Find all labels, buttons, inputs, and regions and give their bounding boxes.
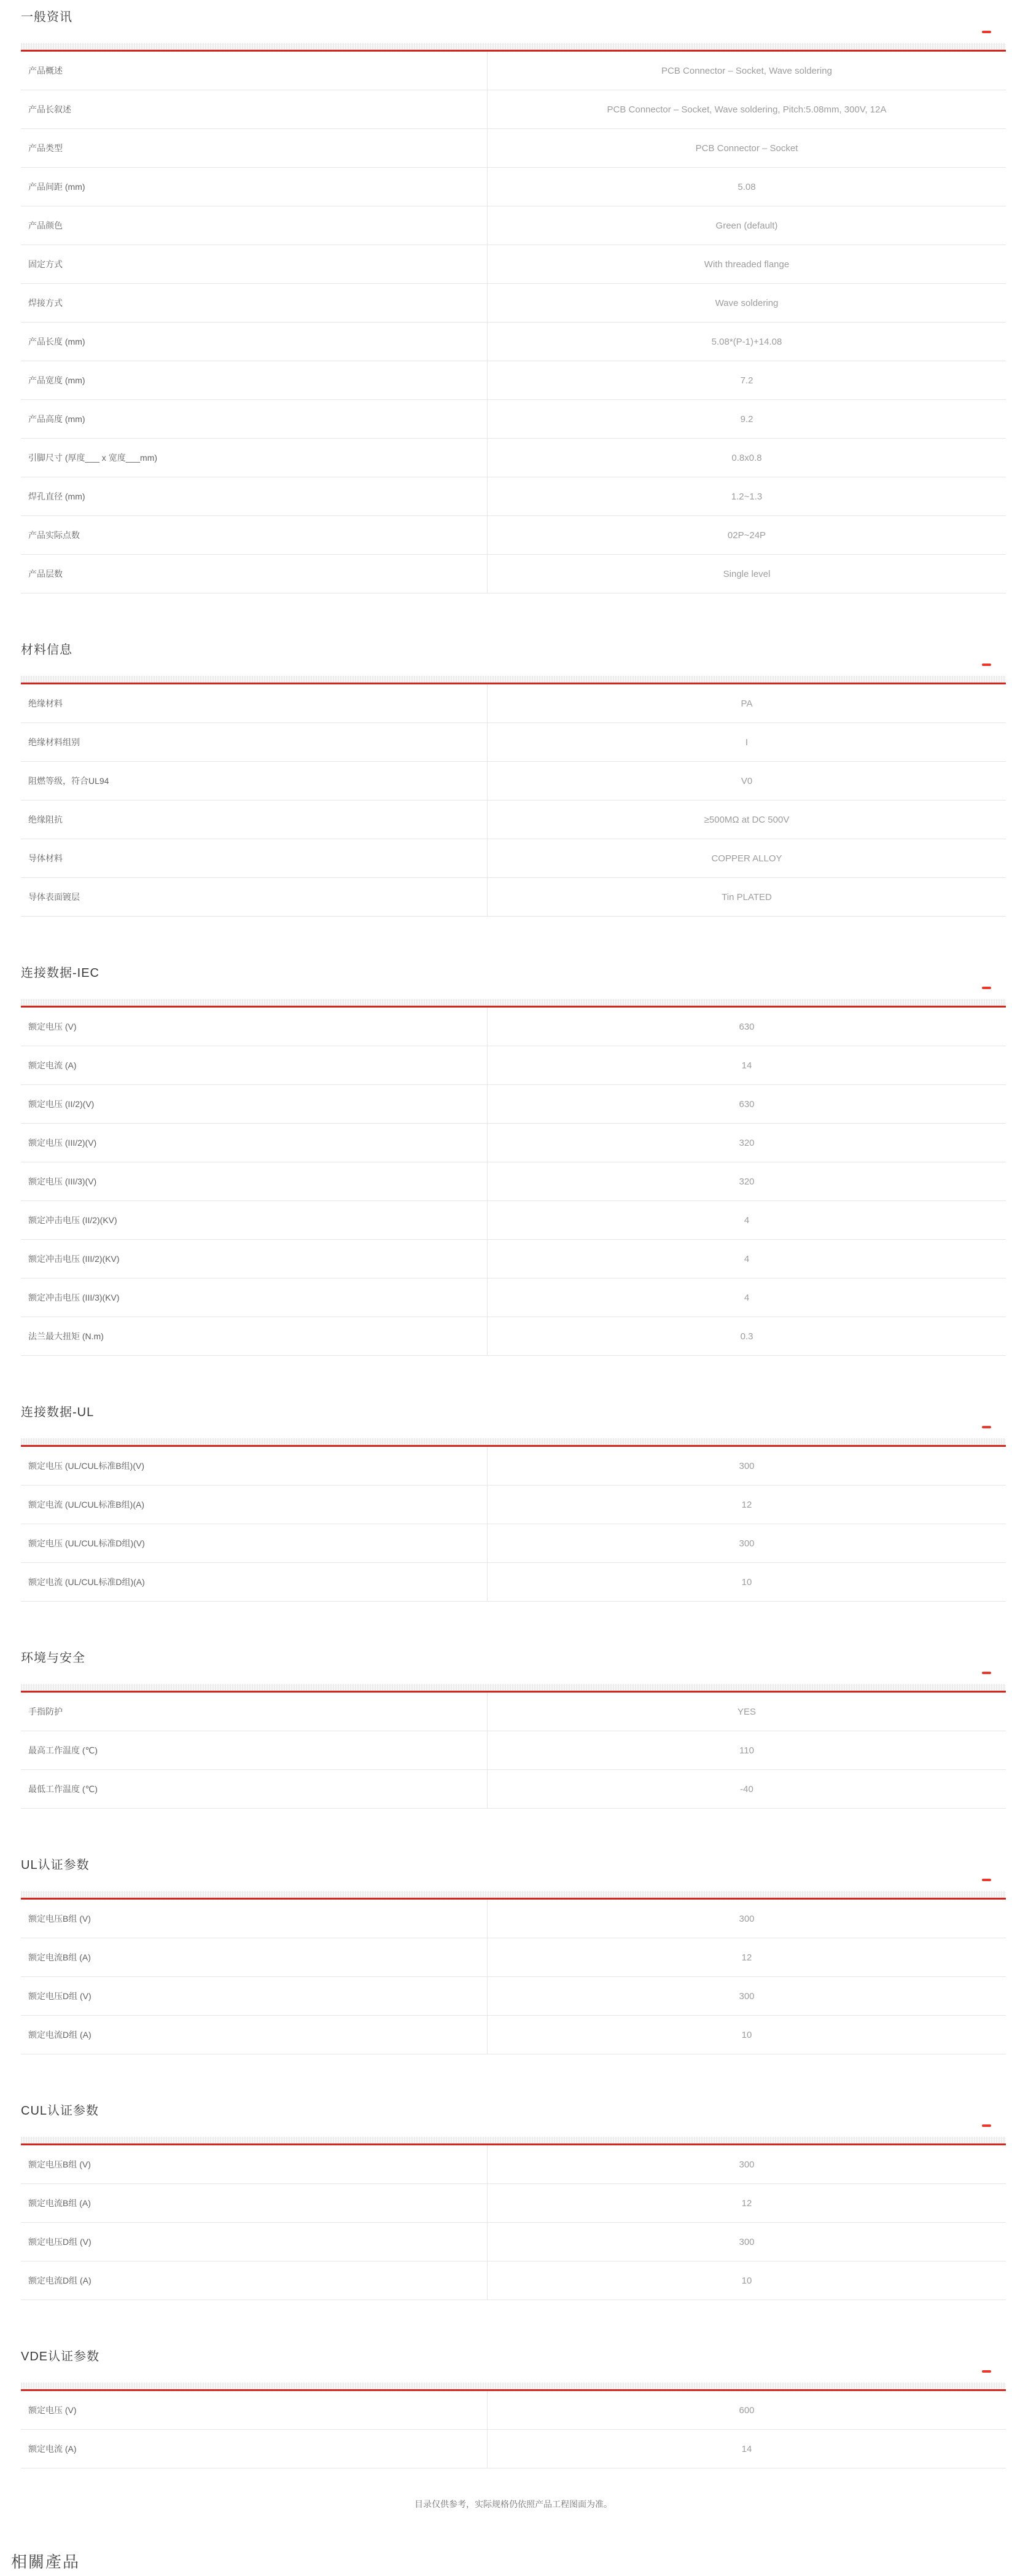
row-value: 7.2 (740, 375, 753, 386)
table-row (21, 1447, 1006, 1486)
row-value: 5.08*(P-1)+14.08 (711, 336, 782, 347)
spec-table (21, 1447, 1006, 1602)
row-label: 额定电压D组 (V) (21, 1977, 488, 2015)
section-title: 环境与安全 (21, 1651, 85, 1665)
table-row (21, 1731, 1006, 1770)
section-material-info (21, 641, 1006, 917)
row-value: PCB Connector – Socket, Wave soldering (661, 65, 832, 76)
section-header (21, 1650, 1006, 1667)
row-label: 导体表面镀层 (21, 878, 488, 916)
row-value: 1.2~1.3 (731, 491, 763, 502)
row-label: 焊接方式 (21, 284, 488, 322)
section-header (21, 2102, 1006, 2120)
minus-icon (982, 31, 991, 33)
row-label: 额定电压 (III/3)(V) (21, 1162, 488, 1200)
table-row (21, 2430, 1006, 2468)
spec-table (21, 1008, 1006, 1356)
row-label: 绝缘阻抗 (21, 801, 488, 839)
row-value: 630 (739, 1021, 755, 1032)
spec-table (21, 2391, 1006, 2468)
table-row (21, 1693, 1006, 1731)
row-label: 额定电压 (II/2)(V) (21, 1085, 488, 1123)
table-row (21, 2261, 1006, 2300)
row-value: V0 (741, 775, 753, 786)
table-row (21, 90, 1006, 129)
collapse-section-button[interactable] (981, 1876, 992, 1884)
row-value: 600 (739, 2405, 755, 2416)
row-value: PCB Connector – Socket, Wave soldering, Pitch:5.08mm, 300V, 12A (607, 104, 887, 115)
table-row (21, 1162, 1006, 1201)
section-underline (21, 676, 1006, 684)
row-value: PCB Connector – Socket (695, 143, 798, 154)
collapse-section-button[interactable] (981, 984, 992, 992)
row-label: 固定方式 (21, 245, 488, 283)
section-underline (21, 2137, 1006, 2145)
row-value: 300 (739, 1538, 755, 1549)
row-value: 300 (739, 2159, 755, 2170)
row-label: 额定电流D组 (A) (21, 2016, 488, 2054)
section-general-info (21, 9, 1006, 593)
row-value: -40 (740, 1783, 753, 1795)
table-row (21, 1008, 1006, 1046)
section-title: 材料信息 (21, 643, 72, 657)
row-value: 300 (739, 1913, 755, 1924)
table-row (21, 1563, 1006, 1602)
section-header (21, 9, 1006, 26)
row-value: 12 (741, 2198, 752, 2209)
section-underline (21, 43, 1006, 52)
section-title: CUL认证参数 (21, 2104, 99, 2118)
table-row (21, 801, 1006, 839)
section-title: VDE认证参数 (21, 2350, 100, 2363)
table-row (21, 284, 1006, 323)
spec-table (21, 1693, 1006, 1809)
row-label: 产品类型 (21, 129, 488, 167)
table-row (21, 477, 1006, 516)
row-value: Tin PLATED (722, 891, 772, 902)
row-label: 额定电压B组 (V) (21, 1900, 488, 1938)
collapse-section-button[interactable] (981, 1423, 992, 1431)
table-row (21, 516, 1006, 555)
row-value: 300 (739, 1991, 755, 2002)
minus-icon (982, 2370, 991, 2373)
table-row (21, 2184, 1006, 2223)
table-row (21, 1524, 1006, 1563)
section-connection-data-ul (21, 1404, 1006, 1602)
row-value: YES (737, 1706, 756, 1717)
row-value: 0.3 (740, 1331, 753, 1342)
minus-icon (982, 2124, 991, 2127)
row-label: 手指防护 (21, 1693, 488, 1731)
row-label: 额定电流 (UL/CUL标准D组)(A) (21, 1563, 488, 1601)
spec-table (21, 684, 1006, 917)
row-value: 110 (739, 1745, 754, 1756)
row-label: 额定电压 (UL/CUL标准D组)(V) (21, 1524, 488, 1562)
table-row (21, 1317, 1006, 1356)
section-underline (21, 1438, 1006, 1447)
table-row (21, 129, 1006, 168)
table-row (21, 323, 1006, 361)
row-value: 5.08 (738, 181, 756, 192)
section-ul-certification (21, 1857, 1006, 2054)
row-value: 14 (741, 2443, 752, 2454)
table-row (21, 52, 1006, 90)
table-row (21, 723, 1006, 762)
row-label: 绝缘材料 (21, 684, 488, 722)
row-label: 产品宽度 (mm) (21, 361, 488, 399)
table-row (21, 168, 1006, 206)
row-value: PA (741, 698, 753, 709)
section-title: 连接数据-IEC (21, 966, 99, 980)
row-label: 额定电压 (V) (21, 1008, 488, 1046)
collapse-section-button[interactable] (981, 1669, 992, 1677)
row-value: With threaded flange (704, 259, 790, 270)
row-value: 300 (739, 1460, 755, 1471)
row-label: 额定电流 (A) (21, 1046, 488, 1084)
row-label: 阻燃等级，符合UL94 (21, 762, 488, 800)
section-title: UL认证参数 (21, 1858, 90, 1872)
row-value: 14 (741, 1060, 752, 1071)
related-products-title: 相關產品 (11, 2553, 80, 2571)
row-label: 产品层数 (21, 555, 488, 593)
collapse-section-button[interactable] (981, 661, 992, 668)
minus-icon (982, 1879, 991, 1881)
row-label: 额定电流B组 (A) (21, 2184, 488, 2222)
spec-page (0, 9, 1012, 2510)
row-label: 额定电流 (UL/CUL标准B组)(A) (21, 1486, 488, 1524)
row-value: 4 (744, 1253, 750, 1264)
section-underline (21, 999, 1006, 1008)
row-value: 0.8x0.8 (731, 452, 762, 463)
row-value: 630 (739, 1098, 755, 1110)
section-environment-safety (21, 1650, 1006, 1809)
row-label: 最低工作温度 (℃) (21, 1770, 488, 1808)
row-label: 额定电压 (V) (21, 2391, 488, 2429)
minus-icon (982, 664, 991, 666)
table-row (21, 2391, 1006, 2430)
table-row (21, 1124, 1006, 1162)
row-label: 额定电流D组 (A) (21, 2261, 488, 2300)
row-value: Green (default) (715, 220, 778, 231)
row-label: 产品长度 (mm) (21, 323, 488, 361)
spec-table (21, 1900, 1006, 2054)
row-label: 额定电流B组 (A) (21, 1938, 488, 1976)
table-row (21, 1938, 1006, 1977)
row-label: 额定冲击电压 (III/2)(KV) (21, 1240, 488, 1278)
table-row (21, 439, 1006, 477)
minus-icon (982, 987, 991, 989)
row-label: 绝缘材料组别 (21, 723, 488, 761)
row-value: 9.2 (740, 413, 753, 425)
row-value: ≥500MΩ at DC 500V (704, 814, 790, 825)
row-value: Wave soldering (715, 297, 779, 308)
row-label: 产品实际点数 (21, 516, 488, 554)
row-label: 额定电压 (III/2)(V) (21, 1124, 488, 1162)
minus-icon (982, 1426, 991, 1428)
table-row (21, 2016, 1006, 2054)
row-value: 10 (741, 2275, 752, 2286)
table-row (21, 839, 1006, 878)
section-header (21, 965, 1006, 982)
row-value: 02P~24P (727, 530, 766, 541)
table-row (21, 206, 1006, 245)
row-value: I (745, 737, 749, 748)
row-value: 300 (739, 2236, 755, 2247)
table-row (21, 762, 1006, 801)
row-label: 产品长叙述 (21, 90, 488, 128)
row-value: COPPER ALLOY (711, 853, 782, 864)
table-row (21, 684, 1006, 723)
section-underline (21, 2382, 1006, 2391)
section-header (21, 641, 1006, 659)
row-value: 10 (741, 1576, 752, 1587)
disclaimer-note: 目录仅供参考，实际规格仍依照产品工程图面为准。 (415, 2499, 612, 2509)
row-label: 额定电压B组 (V) (21, 2145, 488, 2183)
row-value: 12 (741, 1952, 752, 1963)
table-row (21, 1046, 1006, 1085)
table-row (21, 1486, 1006, 1524)
table-row (21, 361, 1006, 400)
row-label: 额定电压 (UL/CUL标准B组)(V) (21, 1447, 488, 1485)
row-value: 12 (741, 1499, 752, 1510)
collapse-section-button[interactable] (981, 28, 992, 36)
table-row (21, 245, 1006, 284)
row-label: 法兰最大扭矩 (N.m) (21, 1317, 488, 1355)
row-value: 4 (744, 1292, 750, 1303)
section-connection-data-iec (21, 965, 1006, 1356)
section-underline (21, 1891, 1006, 1900)
section-vde-certification (21, 2348, 1006, 2468)
row-label: 产品颜色 (21, 206, 488, 245)
row-label: 引脚尺寸 (厚度___ x 宽度___mm) (21, 439, 488, 477)
row-value: 320 (739, 1176, 755, 1187)
row-value: Single level (723, 568, 771, 579)
row-value: 10 (741, 2029, 752, 2040)
section-title: 一般资讯 (21, 10, 72, 24)
table-row (21, 1977, 1006, 2016)
row-value: 4 (744, 1215, 750, 1226)
row-value: 320 (739, 1137, 755, 1148)
row-label: 产品概述 (21, 52, 488, 90)
row-label: 导体材料 (21, 839, 488, 877)
collapse-section-button[interactable] (981, 2122, 992, 2129)
row-label: 焊孔直径 (mm) (21, 477, 488, 515)
spec-table (21, 2145, 1006, 2300)
section-header (21, 1857, 1006, 1874)
row-label: 产品高度 (mm) (21, 400, 488, 438)
row-label: 额定冲击电压 (II/2)(KV) (21, 1201, 488, 1239)
table-row (21, 1201, 1006, 1240)
table-row (21, 1770, 1006, 1809)
table-row (21, 2223, 1006, 2261)
table-row (21, 1900, 1006, 1938)
row-label: 最高工作温度 (℃) (21, 1731, 488, 1769)
minus-icon (982, 1672, 991, 1674)
table-row (21, 2145, 1006, 2184)
table-row (21, 878, 1006, 917)
spec-table (21, 52, 1006, 593)
row-label: 产品间距 (mm) (21, 168, 488, 206)
row-label: 额定冲击电压 (III/3)(KV) (21, 1278, 488, 1317)
table-row (21, 1085, 1006, 1124)
row-label: 额定电压D组 (V) (21, 2223, 488, 2261)
table-row (21, 1278, 1006, 1317)
section-header (21, 1404, 1006, 1421)
section-cul-certification (21, 2102, 1006, 2300)
table-row (21, 1240, 1006, 1278)
row-label: 额定电流 (A) (21, 2430, 488, 2468)
collapse-section-button[interactable] (981, 2368, 992, 2375)
section-header (21, 2348, 1006, 2365)
section-underline (21, 1684, 1006, 1693)
section-title: 连接数据-UL (21, 1406, 95, 1419)
table-row (21, 555, 1006, 593)
table-row (21, 400, 1006, 439)
